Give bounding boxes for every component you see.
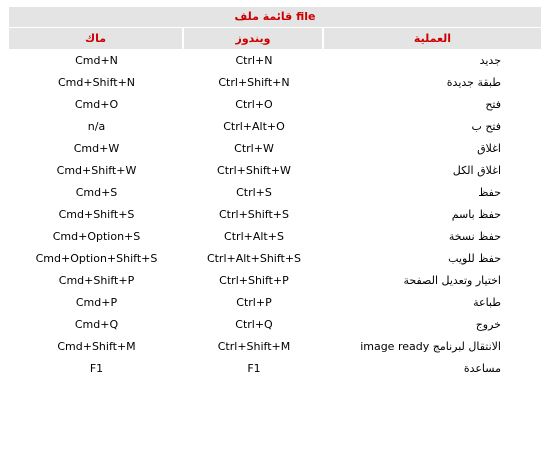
operation-name: طباعة xyxy=(473,295,501,309)
windows-shortcut: Ctrl+O xyxy=(235,97,273,111)
operation-name: اغلاق xyxy=(477,141,501,155)
operation-name: جديد xyxy=(479,53,501,67)
operation-name: اغلاق الكل xyxy=(452,163,501,177)
shortcuts-table xyxy=(9,28,541,379)
table-row xyxy=(9,203,541,225)
table-row xyxy=(9,93,541,115)
mac-shortcut: Cmd+W xyxy=(73,141,120,155)
windows-shortcut: Ctrl+Alt+S xyxy=(224,229,284,243)
mac-shortcut: Cmd+N xyxy=(75,53,118,67)
mac-shortcut: F1 xyxy=(89,361,104,375)
mac-shortcut: Cmd+Shift+P xyxy=(58,273,135,287)
mac-shortcut: Cmd+Option+S xyxy=(52,229,141,243)
table-row xyxy=(9,357,541,379)
table-row xyxy=(9,71,541,93)
operation-name: اختيار وتعديل الصفحة xyxy=(403,273,501,287)
operation-name: خروج xyxy=(475,317,501,331)
windows-shortcut: Ctrl+Alt+O xyxy=(223,119,285,133)
table-title: قائمة ملف file xyxy=(9,7,541,28)
mac-shortcut: Cmd+Shift+W xyxy=(56,163,137,177)
operation-name: فتح xyxy=(485,97,501,111)
windows-shortcut: Ctrl+P xyxy=(236,295,272,309)
windows-shortcut: Ctrl+Shift+P xyxy=(219,273,289,287)
table-row xyxy=(9,181,541,203)
windows-shortcut: Ctrl+Shift+S xyxy=(219,207,289,221)
operation-name: طبقة جديدة xyxy=(446,75,501,89)
table-row xyxy=(9,335,541,357)
table-row xyxy=(9,225,541,247)
windows-shortcut: Ctrl+Alt+Shift+S xyxy=(206,251,302,265)
table-row xyxy=(9,291,541,313)
table-row xyxy=(9,269,541,291)
operation-name: فتح ب xyxy=(471,119,501,133)
windows-shortcut: Ctrl+Shift+W xyxy=(217,163,291,177)
operation-name: حفظ xyxy=(478,185,501,199)
table-row xyxy=(9,313,541,335)
header-operation: العملية xyxy=(324,28,541,49)
windows-shortcut: Ctrl+Shift+M xyxy=(217,339,291,353)
mac-shortcut: Cmd+S xyxy=(75,185,118,199)
mac-shortcut: Cmd+Shift+M xyxy=(57,339,136,353)
operation-name: الانتقال لبرنامج image ready xyxy=(360,339,501,353)
windows-shortcut: Ctrl+N xyxy=(235,53,273,67)
mac-shortcut: Cmd+P xyxy=(75,295,118,309)
windows-shortcut: Ctrl+W xyxy=(234,141,274,155)
mac-shortcut: Cmd+O xyxy=(74,97,119,111)
table-row xyxy=(9,49,541,71)
mac-shortcut: Cmd+Shift+N xyxy=(57,75,136,89)
operation-name: مساعدة xyxy=(463,361,501,375)
operation-name: حفظ نسخة xyxy=(448,229,501,243)
mac-shortcut: Cmd+Q xyxy=(74,317,119,331)
table-row xyxy=(9,247,541,269)
windows-shortcut: Ctrl+S xyxy=(236,185,272,199)
table-row xyxy=(9,115,541,137)
table-row xyxy=(9,159,541,181)
shortcuts-sheet xyxy=(9,7,541,379)
header-mac: ماك xyxy=(9,28,184,49)
mac-shortcut: Cmd+Option+Shift+S xyxy=(35,251,158,265)
windows-shortcut: F1 xyxy=(247,361,261,375)
table-row xyxy=(9,137,541,159)
mac-shortcut: n/a xyxy=(87,119,106,133)
header-row xyxy=(9,28,541,49)
operation-name: حفظ للويب xyxy=(448,251,501,265)
windows-shortcut: Ctrl+Shift+N xyxy=(218,75,290,89)
windows-shortcut: Ctrl+Q xyxy=(235,317,273,331)
mac-shortcut: Cmd+Shift+S xyxy=(58,207,135,221)
header-windows: ويندوز xyxy=(184,28,324,49)
operation-name: حفظ باسم xyxy=(451,207,501,221)
